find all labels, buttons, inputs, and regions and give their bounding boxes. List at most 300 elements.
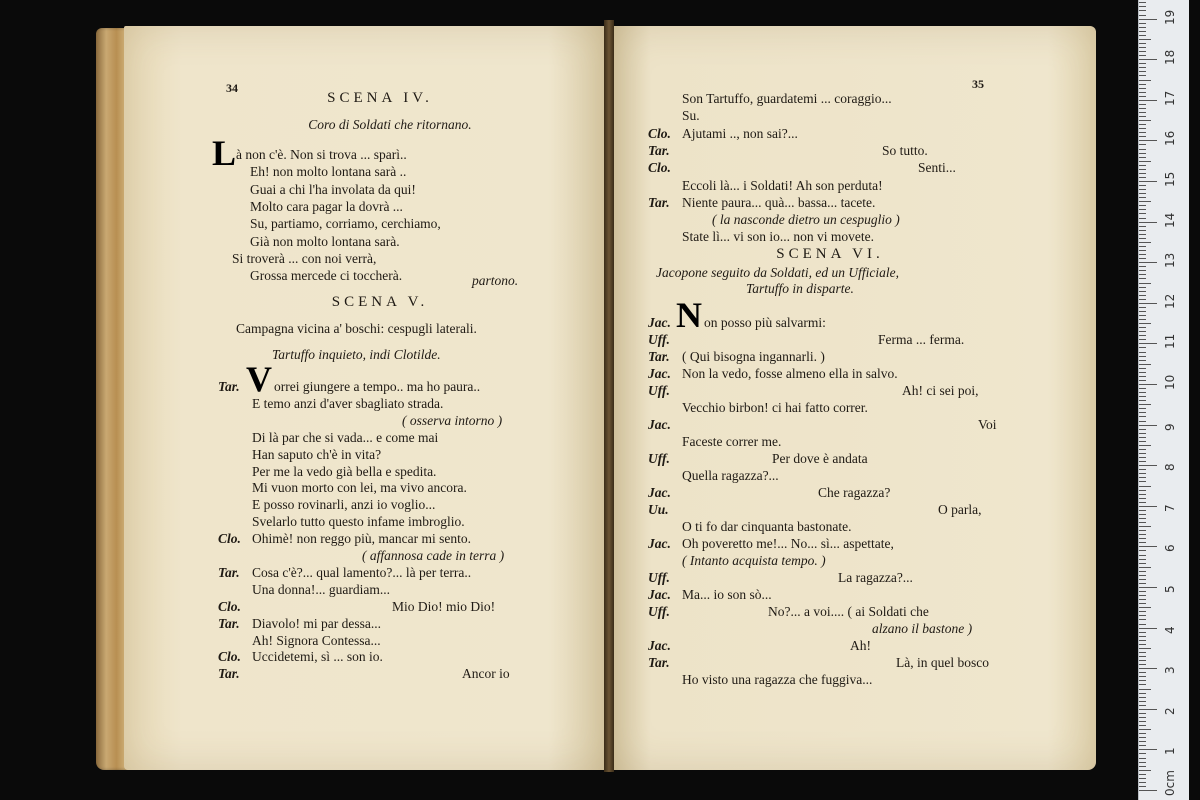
speaker-label: Jac. bbox=[648, 638, 671, 653]
ruler-tick bbox=[1139, 116, 1146, 117]
ruler-tick bbox=[1139, 88, 1146, 89]
scene-vi-setting: Jacopone seguito da Soldati, ed un Ufficiale, bbox=[656, 265, 899, 280]
dialogue-line: Vecchio birbon! ci hai fatto correr. bbox=[682, 400, 868, 415]
ruler-tick bbox=[1139, 39, 1151, 40]
scene-iv-subheading: Coro di Soldati che ritornano. bbox=[308, 117, 472, 132]
ruler-tick bbox=[1139, 733, 1146, 734]
ruler-number: 17 bbox=[1163, 90, 1177, 106]
ruler-tick bbox=[1139, 745, 1146, 746]
ruler-tick bbox=[1139, 157, 1146, 158]
ruler-tick bbox=[1139, 672, 1146, 673]
ruler-tick bbox=[1139, 165, 1146, 166]
ruler-number: 6 bbox=[1163, 544, 1177, 553]
ruler-tick bbox=[1139, 132, 1146, 133]
chorus-line: Guai a chi l'ha involata da qui! bbox=[250, 181, 416, 197]
ruler-tick bbox=[1139, 335, 1146, 336]
ruler-tick bbox=[1139, 404, 1151, 405]
ruler-tick bbox=[1139, 408, 1146, 409]
ruler-tick bbox=[1139, 189, 1146, 190]
ruler-tick bbox=[1139, 108, 1146, 109]
dialogue-line: Ah! bbox=[850, 638, 871, 653]
ruler-tick bbox=[1139, 246, 1146, 247]
dialogue-line: Per me la vedo già bella e spedita. bbox=[252, 463, 437, 479]
dialogue-line: ( affannosa cade in terra ) bbox=[362, 548, 505, 563]
ruler-tick bbox=[1139, 380, 1146, 381]
ruler-number: 10 bbox=[1163, 374, 1177, 390]
ruler-tick bbox=[1139, 429, 1146, 430]
ruler-tick bbox=[1139, 717, 1146, 718]
ruler-tick bbox=[1139, 270, 1146, 271]
dialogue-line: Son Tartuffo, guardatemi ... coraggio... bbox=[682, 91, 892, 106]
ruler-tick bbox=[1139, 758, 1146, 759]
ruler-tick bbox=[1139, 51, 1146, 52]
ruler-tick bbox=[1139, 242, 1151, 243]
dialogue-line: Voi bbox=[978, 417, 997, 432]
ruler-tick bbox=[1139, 636, 1146, 637]
ruler-tick bbox=[1139, 790, 1157, 791]
chorus-line: Su, partiamo, corriamo, cerchiamo, bbox=[250, 216, 441, 232]
ruler-tick bbox=[1139, 368, 1146, 369]
speaker-label: Tar. bbox=[648, 194, 670, 210]
ruler-tick bbox=[1139, 266, 1146, 267]
ruler-tick bbox=[1139, 465, 1157, 466]
ruler-tick bbox=[1139, 640, 1146, 641]
ruler-number: 11 bbox=[1163, 334, 1177, 350]
right-page-number: 35 bbox=[972, 77, 984, 91]
ruler-tick bbox=[1139, 449, 1146, 450]
ruler-number: 15 bbox=[1163, 171, 1177, 187]
ruler-tick bbox=[1139, 173, 1146, 174]
ruler-tick bbox=[1139, 595, 1146, 596]
ruler-tick bbox=[1139, 96, 1146, 97]
ruler-number: 7 bbox=[1163, 504, 1177, 512]
speaker-label: Uu. bbox=[648, 502, 669, 517]
speaker-label: Tar. bbox=[648, 349, 670, 364]
dialogue-line: Eccoli là... i Soldati! Ah son perduta! bbox=[682, 177, 883, 193]
ruler-tick bbox=[1139, 230, 1146, 231]
dialogue-line: Diavolo! mi par dessa... bbox=[252, 615, 381, 631]
ruler-tick bbox=[1139, 43, 1146, 44]
ruler-tick bbox=[1139, 689, 1151, 690]
dialogue-line: O parla, bbox=[938, 502, 982, 517]
ruler-tick bbox=[1139, 473, 1146, 474]
ruler-tick bbox=[1139, 149, 1146, 150]
ruler-tick bbox=[1139, 197, 1146, 198]
ruler-tick bbox=[1139, 648, 1151, 649]
ruler-tick bbox=[1139, 713, 1146, 714]
ruler-tick bbox=[1139, 274, 1146, 275]
dialogue-line: ( osserva intorno ) bbox=[402, 412, 503, 428]
ruler-tick bbox=[1139, 92, 1146, 93]
ruler-tick bbox=[1139, 209, 1146, 210]
ruler-tick bbox=[1139, 522, 1146, 523]
ruler-tick bbox=[1139, 47, 1146, 48]
dialogue-line: E temo anzi d'aver sbagliato strada. bbox=[252, 395, 444, 411]
dialogue-line: orrei giungere a tempo.. ma ho paura.. bbox=[274, 379, 481, 394]
ruler-tick bbox=[1139, 392, 1146, 393]
dialogue-line: alzano il bastone ) bbox=[872, 621, 973, 636]
speaker-label: Tar. bbox=[648, 142, 670, 158]
ruler-tick bbox=[1139, 258, 1146, 259]
dialogue-line: Mio Dio! mio Dio! bbox=[392, 598, 496, 614]
dialogue-line: ( Intanto acquista tempo. ) bbox=[682, 553, 826, 568]
scene-v-heading: SCENA V. bbox=[331, 294, 429, 310]
chorus-line: Grossa mercede ci toccherà. bbox=[250, 268, 403, 284]
ruler-tick bbox=[1139, 579, 1146, 580]
ruler-tick bbox=[1139, 2, 1146, 3]
ruler-tick bbox=[1139, 153, 1146, 154]
ruler-tick bbox=[1139, 388, 1146, 389]
ruler-tick bbox=[1139, 709, 1157, 710]
ruler-tick bbox=[1139, 567, 1151, 568]
speaker-label: Jac. bbox=[648, 366, 671, 381]
ruler-tick bbox=[1139, 384, 1157, 385]
ruler-number: 12 bbox=[1163, 293, 1177, 309]
ruler-number: 8 bbox=[1163, 463, 1177, 472]
ruler-tick bbox=[1139, 278, 1146, 279]
ruler-tick bbox=[1139, 193, 1146, 194]
ruler-tick bbox=[1139, 136, 1146, 137]
ruler-tick bbox=[1139, 307, 1146, 308]
ruler-tick bbox=[1139, 599, 1146, 600]
ruler-tick bbox=[1139, 628, 1157, 629]
ruler-tick bbox=[1139, 615, 1146, 616]
ruler-tick bbox=[1139, 530, 1146, 531]
speaker-label: Tar. bbox=[218, 615, 240, 631]
ruler-number: 0cm bbox=[1163, 770, 1177, 796]
dialogue-line: Oh poveretto me!... No... sì... aspettate, bbox=[682, 536, 894, 551]
ruler-tick bbox=[1139, 364, 1151, 365]
ruler-tick bbox=[1139, 619, 1146, 620]
ruler-tick bbox=[1139, 63, 1146, 64]
speaker-label: Jac. bbox=[648, 417, 671, 432]
ruler-tick bbox=[1139, 226, 1146, 227]
ruler-number: 5 bbox=[1163, 585, 1177, 593]
dialogue-line: Uccidetemi, sì ... son io. bbox=[252, 649, 383, 665]
scene-vi-heading: SCENA VI. bbox=[776, 246, 884, 262]
speaker-label: Clo. bbox=[648, 125, 671, 141]
ruler-tick bbox=[1139, 311, 1146, 312]
ruler-tick bbox=[1139, 461, 1146, 462]
scene-iv-heading: SCENA IV. bbox=[327, 90, 433, 106]
ruler-number: 1 bbox=[1163, 747, 1177, 756]
ruler-tick bbox=[1139, 668, 1157, 669]
ruler-tick bbox=[1139, 591, 1146, 592]
ruler-tick bbox=[1139, 396, 1146, 397]
ruler-tick bbox=[1139, 510, 1146, 511]
ruler-tick bbox=[1139, 299, 1146, 300]
speaker-label: Clo. bbox=[648, 160, 671, 176]
chorus-line: à non c'è. Non si trova ... sparì.. bbox=[236, 147, 407, 162]
ruler-number: 18 bbox=[1163, 49, 1177, 66]
ruler-tick bbox=[1139, 10, 1146, 11]
speaker-label: Uff. bbox=[648, 383, 670, 398]
dialogue-line: State lì... vi son io... non vi movete. bbox=[682, 229, 874, 245]
ruler-tick bbox=[1139, 59, 1157, 60]
dialogue-line: O ti fo dar cinquanta bastonate. bbox=[682, 519, 852, 534]
measurement-ruler bbox=[1138, 0, 1189, 800]
ruler-tick bbox=[1139, 725, 1146, 726]
chorus-line: Si troverà ... con noi verrà, bbox=[232, 250, 377, 266]
ruler-tick bbox=[1139, 502, 1146, 503]
ruler-tick bbox=[1139, 416, 1146, 417]
ruler-tick bbox=[1139, 283, 1151, 284]
speaker-label: Jac. bbox=[648, 485, 671, 500]
ruler-tick bbox=[1139, 295, 1146, 296]
ruler-tick bbox=[1139, 680, 1146, 681]
ruler-tick bbox=[1139, 701, 1146, 702]
ruler-tick bbox=[1139, 291, 1146, 292]
ruler-number: 14 bbox=[1163, 212, 1177, 228]
ruler-tick bbox=[1139, 254, 1146, 255]
dialogue-line: ( Qui bisogna ingannarli. ) bbox=[682, 349, 825, 364]
dialogue-line: ( la nasconde dietro un cespuglio ) bbox=[712, 212, 900, 228]
ruler-tick bbox=[1139, 400, 1146, 401]
ruler-tick bbox=[1139, 514, 1146, 515]
ruler-tick bbox=[1139, 542, 1146, 543]
dialogue-line: Su. bbox=[682, 108, 700, 124]
ruler-tick bbox=[1139, 762, 1146, 763]
dialogue-line: Niente paura... quà... bassa... tacete. bbox=[682, 194, 876, 210]
ruler-tick bbox=[1139, 360, 1146, 361]
dialogue-line: Cosa c'è?... qual lamento?... là per terra.. bbox=[252, 564, 472, 580]
dialogue-line: Non la vedo, fosse almeno ella in salvo. bbox=[682, 366, 898, 381]
ruler-tick bbox=[1139, 169, 1146, 170]
ruler-tick bbox=[1139, 19, 1157, 20]
ruler-number: 16 bbox=[1163, 131, 1177, 147]
ruler-tick bbox=[1139, 71, 1146, 72]
speaker-label: Clo. bbox=[218, 598, 241, 614]
ruler-tick bbox=[1139, 534, 1146, 535]
ruler-number: 4 bbox=[1163, 625, 1177, 634]
ruler-tick bbox=[1139, 15, 1146, 16]
dialogue-dropcap: N bbox=[676, 295, 702, 335]
ruler-tick bbox=[1139, 124, 1146, 125]
ruler-tick bbox=[1139, 774, 1146, 775]
ruler-number: 9 bbox=[1163, 422, 1177, 431]
ruler-tick bbox=[1139, 250, 1146, 251]
ruler-number: 19 bbox=[1163, 9, 1177, 25]
speaker-label: Tar. bbox=[648, 655, 670, 670]
chorus-line: Eh! non molto lontana sarà .. bbox=[250, 164, 407, 180]
ruler-tick bbox=[1139, 611, 1146, 612]
ruler-tick bbox=[1139, 721, 1146, 722]
dialogue-line: Là, in quel bosco bbox=[896, 655, 989, 670]
ruler-tick bbox=[1139, 624, 1146, 625]
speaker-label: Jac. bbox=[648, 536, 671, 551]
ruler-tick bbox=[1139, 441, 1146, 442]
ruler-tick bbox=[1139, 563, 1146, 564]
ruler-tick bbox=[1139, 741, 1146, 742]
dialogue-line: Mi vuon morto con lei, ma vivo ancora. bbox=[252, 480, 467, 496]
ruler-number: 13 bbox=[1163, 252, 1177, 269]
ruler-tick bbox=[1139, 339, 1146, 340]
speaker-label: Tar. bbox=[218, 666, 240, 682]
ruler-tick bbox=[1139, 498, 1146, 499]
ruler-tick bbox=[1139, 161, 1151, 162]
ruler-tick bbox=[1139, 303, 1157, 304]
dialogue-line: Han saputo ch'è in vita? bbox=[252, 446, 382, 462]
ruler-tick bbox=[1139, 770, 1151, 771]
speaker-label: Clo. bbox=[218, 649, 241, 665]
ruler-tick bbox=[1139, 753, 1146, 754]
dialogue-line: Ho visto una ragazza che fuggiva... bbox=[682, 672, 873, 687]
dialogue-line: Di là par che si vada... e come mai bbox=[252, 429, 439, 445]
ruler-tick bbox=[1139, 494, 1146, 495]
dialogue-line: Ancor io bbox=[462, 666, 510, 682]
speaker-label: Jac. bbox=[648, 315, 671, 330]
ruler-tick bbox=[1139, 201, 1151, 202]
speaker-label: Jac. bbox=[648, 587, 671, 602]
ruler-tick bbox=[1139, 453, 1146, 454]
dialogue-line: Ah! Signora Contessa... bbox=[252, 632, 381, 648]
ruler-tick bbox=[1139, 486, 1151, 487]
ruler-tick bbox=[1139, 546, 1157, 547]
ruler-tick bbox=[1139, 786, 1146, 787]
chorus-line: Molto cara pagar la dovrà ... bbox=[250, 198, 403, 214]
dialogue-line: Senti... bbox=[918, 160, 956, 176]
ruler-tick bbox=[1139, 144, 1146, 145]
ruler-tick bbox=[1139, 603, 1146, 604]
dialogue-line: Ohimè! non reggo più, mancar mi sento. bbox=[252, 531, 471, 547]
ruler-tick bbox=[1139, 55, 1146, 56]
ruler-tick bbox=[1139, 262, 1157, 263]
ruler-tick bbox=[1139, 457, 1146, 458]
ruler-tick bbox=[1139, 571, 1146, 572]
ruler-tick bbox=[1139, 559, 1146, 560]
exit-direction: partono. bbox=[472, 273, 519, 288]
ruler-tick bbox=[1139, 550, 1146, 551]
ruler-tick bbox=[1139, 213, 1146, 214]
dialogue-line: So tutto. bbox=[882, 142, 928, 158]
speaker-label: Clo. bbox=[218, 531, 241, 547]
dialogue-line: on posso più salvarmi: bbox=[704, 315, 826, 330]
ruler-tick bbox=[1139, 185, 1146, 186]
ruler-tick bbox=[1139, 749, 1157, 750]
ruler-tick bbox=[1139, 766, 1146, 767]
chorus-line: Già non molto lontana sarà. bbox=[250, 233, 400, 249]
ruler-tick bbox=[1139, 181, 1157, 182]
ruler-tick bbox=[1139, 676, 1146, 677]
speaker-label: Tar. bbox=[218, 379, 240, 394]
ruler-tick bbox=[1139, 218, 1146, 219]
ruler-tick bbox=[1139, 526, 1151, 527]
ruler-tick bbox=[1139, 238, 1146, 239]
ruler-tick bbox=[1139, 684, 1146, 685]
ruler-tick bbox=[1139, 425, 1157, 426]
ruler-tick bbox=[1139, 315, 1146, 316]
ruler-tick bbox=[1139, 782, 1146, 783]
dialogue-line: Faceste correr me. bbox=[682, 434, 782, 449]
ruler-tick bbox=[1139, 437, 1146, 438]
ruler-tick bbox=[1139, 347, 1146, 348]
ruler-tick bbox=[1139, 469, 1146, 470]
speaker-label: Uff. bbox=[648, 570, 670, 585]
ruler-tick bbox=[1139, 120, 1151, 121]
book-gutter bbox=[604, 20, 614, 772]
ruler-tick bbox=[1139, 664, 1146, 665]
ruler-tick bbox=[1139, 737, 1146, 738]
ruler-tick bbox=[1139, 372, 1146, 373]
ruler-tick bbox=[1139, 506, 1157, 507]
ruler-tick bbox=[1139, 128, 1146, 129]
ruler-tick bbox=[1139, 575, 1146, 576]
ruler-tick bbox=[1139, 583, 1146, 584]
ruler-tick bbox=[1139, 538, 1146, 539]
dialogue-line: Ferma ... ferma. bbox=[878, 332, 965, 347]
scene-v-setting: Campagna vicina a' boschi: cespugli laterali. bbox=[236, 321, 477, 336]
dialogue-line: Svelarlo tutto questo infame imbroglio. bbox=[252, 514, 465, 530]
dialogue-line: Che ragazza? bbox=[818, 485, 891, 500]
ruler-tick bbox=[1139, 331, 1146, 332]
dialogue-line: E posso rovinarli, anzi io voglio... bbox=[252, 497, 436, 513]
ruler-tick bbox=[1139, 477, 1146, 478]
speaker-label: Uff. bbox=[648, 451, 670, 466]
ruler-tick bbox=[1139, 352, 1146, 353]
ruler-tick bbox=[1139, 652, 1146, 653]
ruler-tick bbox=[1139, 80, 1151, 81]
speaker-label: Tar. bbox=[218, 564, 240, 580]
ruler-tick bbox=[1139, 177, 1146, 178]
ruler-tick bbox=[1139, 75, 1146, 76]
dialogue-line: Ah! ci sei poi, bbox=[902, 383, 979, 398]
ruler-tick bbox=[1139, 607, 1151, 608]
ruler-tick bbox=[1139, 23, 1146, 24]
ruler-tick bbox=[1139, 323, 1151, 324]
ruler-tick bbox=[1139, 67, 1146, 68]
dialogue-line: Per dove è andata bbox=[772, 451, 868, 466]
ruler-tick bbox=[1139, 100, 1157, 101]
ruler-number: 3 bbox=[1163, 666, 1177, 675]
ruler-tick bbox=[1139, 518, 1146, 519]
ruler-tick bbox=[1139, 490, 1146, 491]
ruler-tick bbox=[1139, 6, 1146, 7]
speaker-label: Uff. bbox=[648, 604, 670, 619]
ruler-tick bbox=[1139, 705, 1146, 706]
ruler-tick bbox=[1139, 644, 1146, 645]
ruler-tick bbox=[1139, 555, 1146, 556]
scene-vi-characters: Tartuffo in disparte. bbox=[746, 281, 854, 296]
speaker-label: Uff. bbox=[648, 332, 670, 347]
left-page-number: 34 bbox=[226, 81, 238, 95]
ruler-tick bbox=[1139, 112, 1146, 113]
ruler-tick bbox=[1139, 587, 1157, 588]
ruler-tick bbox=[1139, 234, 1146, 235]
scene-v-characters: Tartuffo inquieto, indi Clotilde. bbox=[272, 347, 441, 362]
dialogue-line: Una donna!... guardiam... bbox=[252, 581, 390, 597]
ruler-tick bbox=[1139, 632, 1146, 633]
ruler-tick bbox=[1139, 327, 1146, 328]
dialogue-line: La ragazza?... bbox=[838, 570, 913, 585]
ruler-tick bbox=[1139, 84, 1146, 85]
ruler-tick bbox=[1139, 433, 1146, 434]
ruler-tick bbox=[1139, 287, 1146, 288]
dialogue-line: No?... a voi.... ( ai Soldati che bbox=[768, 604, 929, 619]
ruler-tick bbox=[1139, 356, 1146, 357]
ruler-tick bbox=[1139, 481, 1146, 482]
ruler-tick bbox=[1139, 697, 1146, 698]
ruler-tick bbox=[1139, 412, 1146, 413]
ruler-tick bbox=[1139, 376, 1146, 377]
ruler-number: 2 bbox=[1163, 707, 1177, 715]
ruler-tick bbox=[1139, 693, 1146, 694]
dialogue-dropcap: V bbox=[246, 359, 272, 399]
ruler-tick bbox=[1139, 421, 1146, 422]
chorus-dropcap: L bbox=[212, 133, 237, 173]
ruler-tick bbox=[1139, 205, 1146, 206]
ruler-tick bbox=[1139, 31, 1146, 32]
ruler-tick bbox=[1139, 104, 1146, 105]
